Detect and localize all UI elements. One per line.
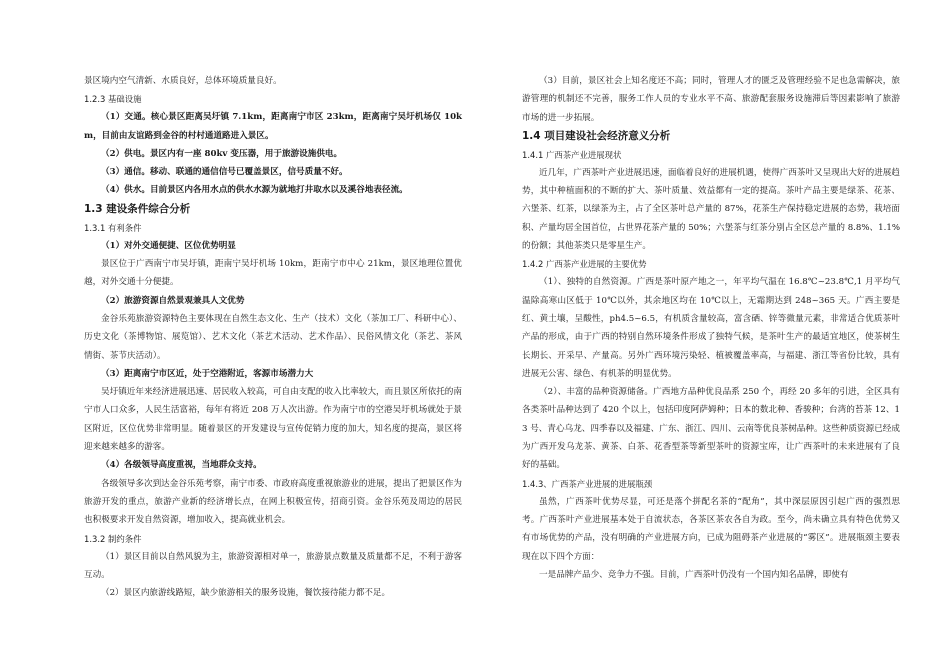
subheading-transport-advantage: （1）对外交通便捷、区位优势明显 <box>101 240 236 251</box>
paragraph-constraint-3: （3）目前，景区社会上知名度还不高；同时，管理人才的匮乏及管理经验不足也急需解决，旅游管理的机制还不完善，服务工作人员的专业水平不高、旅游配套服务设施滞后等因素影响了旅游市场的进一步拓展。 <box>522 76 900 123</box>
paragraph-constraint-2: （2）景区内旅游线路短，缺少旅游相关的服务设施，餐饮接待能力都不足。 <box>101 588 391 599</box>
heading-1-4: 1.4 项目建设社会经济意义分析 <box>522 129 671 142</box>
paragraph-development-bottleneck: 虽然，广西茶叶优势尽显，可还是落个拼配名茶的“配角”，其中深层原因引起广西的强烈思考。广西茶叶产业进展基本处于自流状态，各茶区茶农各自为政。至今，尚未确立具有特色优势又有市场优势的产品，没有明确的产业进展方向，已成为阻碍茶产业进展的“雾区”。进展瓶颈主要表现在以下四个方面： <box>522 496 900 562</box>
heading-1-3-2: 1.3.2 制约条件 <box>84 533 142 544</box>
paragraph-water-supply: （4）供水。目前景区内各用水点的供水水源为就地打井取水以及溪谷地表径流。 <box>101 185 408 196</box>
heading-1-4-1: 1.4.1 广西茶产业进展现状 <box>522 149 622 160</box>
paragraph-tea-industry-status: 近几年，广西茶叶产业进展迅速，面临着良好的进展机遇，使得广西茶叶又呈现出大好的进展趋势，其中种植面积的不断的扩大、茶叶质量、效益都有一定的提高。茶叶产品主要是绿茶、花茶、六堡茶、红茶，以绿茶为主，占了全区茶叶总产量的 87%，花茶生产保持稳定进展的态势，栽培面积、产量均居全国首位，占世界花茶产量的 50%；六堡茶与红茶分别占全区总产量的 8.8%、1.1%的份额；其他茶类只是零星生产。 <box>522 167 900 252</box>
paragraph-tourism-resources: 金谷乐苑旅游资源特色主要体现在自然生态文化、生产（技术）文化（茶加工厂、科研中心）、历史文化（茶博物馆、展览馆）、艺术文化（茶艺术活动、艺术作品）、民俗风情文化（茶艺、茶风情街、茶节庆活动）。 <box>84 313 462 361</box>
paragraph-bottleneck-point-1: 一是品牌产品少、竞争力不强。目前，广西茶叶仍没有一个国内知名品牌，即使有 <box>539 569 849 580</box>
paragraph-leadership-support: 各级领导多次到达金谷乐苑考察，南宁市委、市政府高度重视旅游业的进展，提出了把景区作为旅游开发的重点，旅游产业新的经济增长点，在网上积极宣传，招商引资。金谷乐苑及周边的居民也积极要求开发自然资源，增加收入，提高就业机会。 <box>84 478 462 526</box>
paragraph-air-quality: 景区境内空气清新、水质良好，总体环境质量良好。 <box>84 76 282 86</box>
paragraph-traffic: （1）交通。核心景区距离吴圩镇 7.1km，距离南宁市区 23km，距离南宁吴圩机场仅 10km，目前由友谊路到金谷的村村通道路进入景区。 <box>84 112 462 141</box>
paragraph-power: （2）供电。景区内有一座 80kv 变压器，用于旅游设施供电。 <box>101 148 343 159</box>
heading-1-4-2: 1.4.2 广西茶产业进展的主要优势 <box>522 259 647 270</box>
left-page-column <box>84 72 462 602</box>
subheading-leadership-support: （4）各级领导高度重视，当地群众支持。 <box>101 460 262 471</box>
heading-1-3-1: 1.3.1 有利条件 <box>84 222 142 233</box>
heading-1-3: 1.3 建设条件综合分析 <box>84 202 191 215</box>
paragraph-market-potential: 吴圩镇近年来经济进展迅速、居民收入较高，可自由支配的收入比率较大，而且景区所依托的南宁市人口众多，人民生活富裕，每年有将近 208 万人次出游。作为南宁市的空港吴圩机场就处于景区附近，区位优势非常明显。随着景区的开发建设与宣传促销力度的加大，知名度的提高，景区将迎来越来越多的游客。 <box>84 387 462 453</box>
right-page-column <box>522 72 900 584</box>
paragraph-transport-advantage: 景区位于广西南宁市吴圩镇，距南宁吴圩机场 10km，距南宁市中心 21km，景区地理位置优越，对外交通十分便捷。 <box>84 259 462 288</box>
paragraph-natural-resources: （1）、独特的自然资源。广西是茶叶原产地之一，年平均气温在 16.8℃~23.8℃,1 月平均气温除高寒山区低于 10℃以外，其余地区均在 10℃以上，无霜期达到 248~365 天。广西主要是红、黄土壤，呈酸性，ph4.5~6.5，有机质含量较高，富含硒、锌等微量元素，非常适合优质茶叶产品的形成，由于广西的特别自然环境条件形成了独特气候，是茶叶生产的最适宜地区，使茶树生长期长、开采早、产量高。另外广西环境污染轻、植被覆盖率高，与福建、浙江等省份比较，具有进展无公害、绿色、有机茶的明显优势。 <box>522 277 900 379</box>
paragraph-communication: （3）通信。移动、联通的通信信号已覆盖景区，信号质量不好。 <box>101 167 348 178</box>
paragraph-variety-resources: （2）、丰富的品种资源储备。广西地方品种优良品系 250 个，再经 20 多年的引进，全区具有各类茶叶品种达到了 420 个以上，包括印度阿萨姆种；日本的数北种、香骏种；台湾的苔茶 12、13 号、青心乌龙、四季春以及福建、广东、浙江、四川、云南等优良茶树品种。这些种质资源已经成为广西开发乌龙茶、黄茶、白茶、花香型茶等新型茶叶的资源宝库，让广西茶叶的未来进展有了良好的基础。 <box>522 387 900 471</box>
heading-1-4-3: 1.4.3、广西茶产业进展的进展瓶颈 <box>522 478 653 489</box>
subheading-market-potential: （3）距离南宁市区近，处于空港附近，客源市场潜力大 <box>101 368 314 379</box>
heading-1-2-3: 1.2.3 基础设施 <box>84 94 142 105</box>
paragraph-constraint-1: （1）景区目前以自然风貌为主，旅游资源相对单一，旅游景点数量及质量都不足，不利于游客互动。 <box>84 551 462 580</box>
subheading-tourism-resources: （2）旅游资源自然景观兼具人文优势 <box>101 295 245 306</box>
